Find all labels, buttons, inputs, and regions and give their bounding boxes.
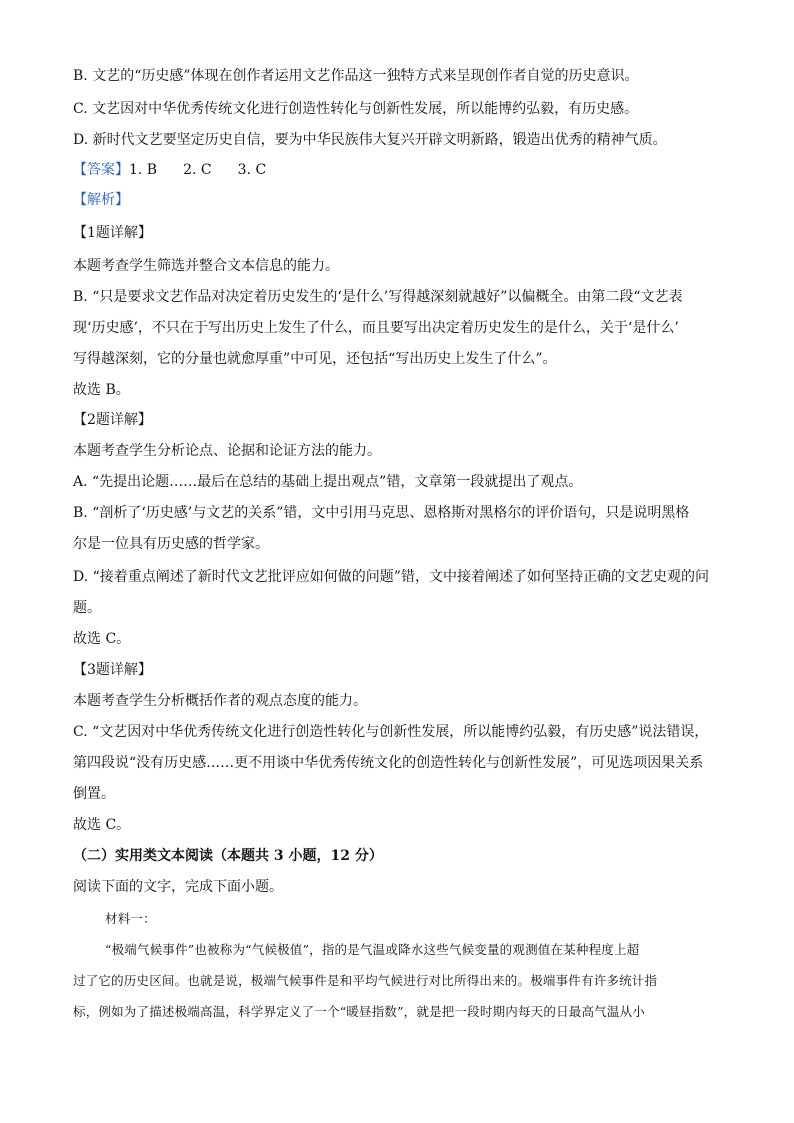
- q2-option-b-2: 尔是一位具有历史感的哲学家。: [73, 536, 269, 552]
- answer-3: 3. C: [237, 162, 267, 178]
- section-2-title: （二）实用类文本阅读（本题共 3 小题，12 分）: [73, 848, 383, 864]
- q2-option-d-2: 题。: [73, 600, 101, 616]
- option-c: C. 文艺因对中华优秀传统文化进行创造性转化与创新性发展，所以能博约弘毅，有历史感。: [73, 101, 639, 117]
- q2-para: 本题考查学生分析论点、论据和论证方法的能力。: [73, 443, 381, 459]
- q3-option-c-2: 第四段说“没有历史感……更不用谈中华优秀传统文化的创造性转化与创新性发展”，可见选项因果关系: [73, 755, 704, 771]
- q1-conclusion: 故选 B。: [73, 382, 130, 398]
- q2-option-d-1: D. “接着重点阐述了新时代文艺批评应如何做的问题”错，文中接着阐述了如何坚持正确的文艺史观的问: [73, 569, 709, 585]
- q1-text-3: 写得越深刻，它的分量也就愈厚重”中可见，还包括“写出历史上发生了什么”。: [73, 351, 557, 367]
- q3-para: 本题考查学生分析概括作者的观点态度的能力。: [73, 693, 367, 709]
- q2-title: 【2题详解】: [73, 412, 152, 428]
- material-1-title: 材料一：: [105, 911, 156, 926]
- material-1-line-3: 标，例如为了描述极端高温，科学界定义了一个“暖昼指数”，就是把一段时期内每天的日最高气温从小: [73, 1004, 645, 1019]
- q2-option-a: A. “先提出论题……最后在总结的基础上提出观点”错，文章第一段就提出了观点。: [73, 474, 583, 490]
- q1-title: 【1题详解】: [73, 225, 152, 241]
- answer-line: [73, 160, 733, 180]
- section-2-intro: 阅读下面的文字，完成下面小题。: [73, 879, 283, 895]
- material-1-line-1: “极端气候事件”也被称为“气候极值”，指的是气温或降水这些气候变量的观测值在某种程度上超: [105, 942, 640, 957]
- q1-text-1: B. “只是要求文艺作品对决定着历史发生的‘是什么’写得越深刻就越好”以偏概全。由第二段“文艺表: [73, 289, 683, 305]
- q2-option-b-1: B. “剖析了‘历史感’与文艺的关系”错，文中引用马克思、恩格斯对黑格尔的评价语句，只是说明黑格: [73, 505, 690, 521]
- q2-conclusion: 故选 C。: [73, 631, 131, 647]
- analysis-label: 【解析】: [73, 192, 129, 208]
- q1-para: 本题考查学生筛选并整合文本信息的能力。: [73, 258, 339, 274]
- answer-label: 【答案】: [73, 162, 129, 178]
- q3-option-c-3: 倒置。: [73, 786, 115, 802]
- option-b: B. 文艺的“历史感”体现在创作者运用文艺作品这一独特方式来呈现创作者自觉的历史意识。: [73, 68, 639, 84]
- material-1-line-2: 过了它的历史区间。也就是说，极端气候事件是和平均气候进行对比所得出来的。极端事件有许多统计指: [73, 973, 658, 988]
- q3-option-c-1: C. “文艺因对中华优秀传统文化进行创造性转化与创新性发展，所以能博约弘毅，有历史感”说法错误，: [73, 724, 709, 740]
- q3-conclusion: 故选 C。: [73, 817, 131, 833]
- option-d: D. 新时代文艺要坚定历史自信，要为中华民族伟大复兴开辟文明新路，锻造出优秀的精神气质。: [73, 132, 667, 148]
- answer-1: 1. B: [129, 162, 158, 178]
- answer-2: 2. C: [183, 162, 212, 178]
- q3-title: 【3题详解】: [73, 662, 152, 678]
- q1-text-2: 现‘历史感’，不只在于写出历史上发生了什么，而且要写出决定着历史发生的是什么，关于‘是什么’: [73, 320, 679, 336]
